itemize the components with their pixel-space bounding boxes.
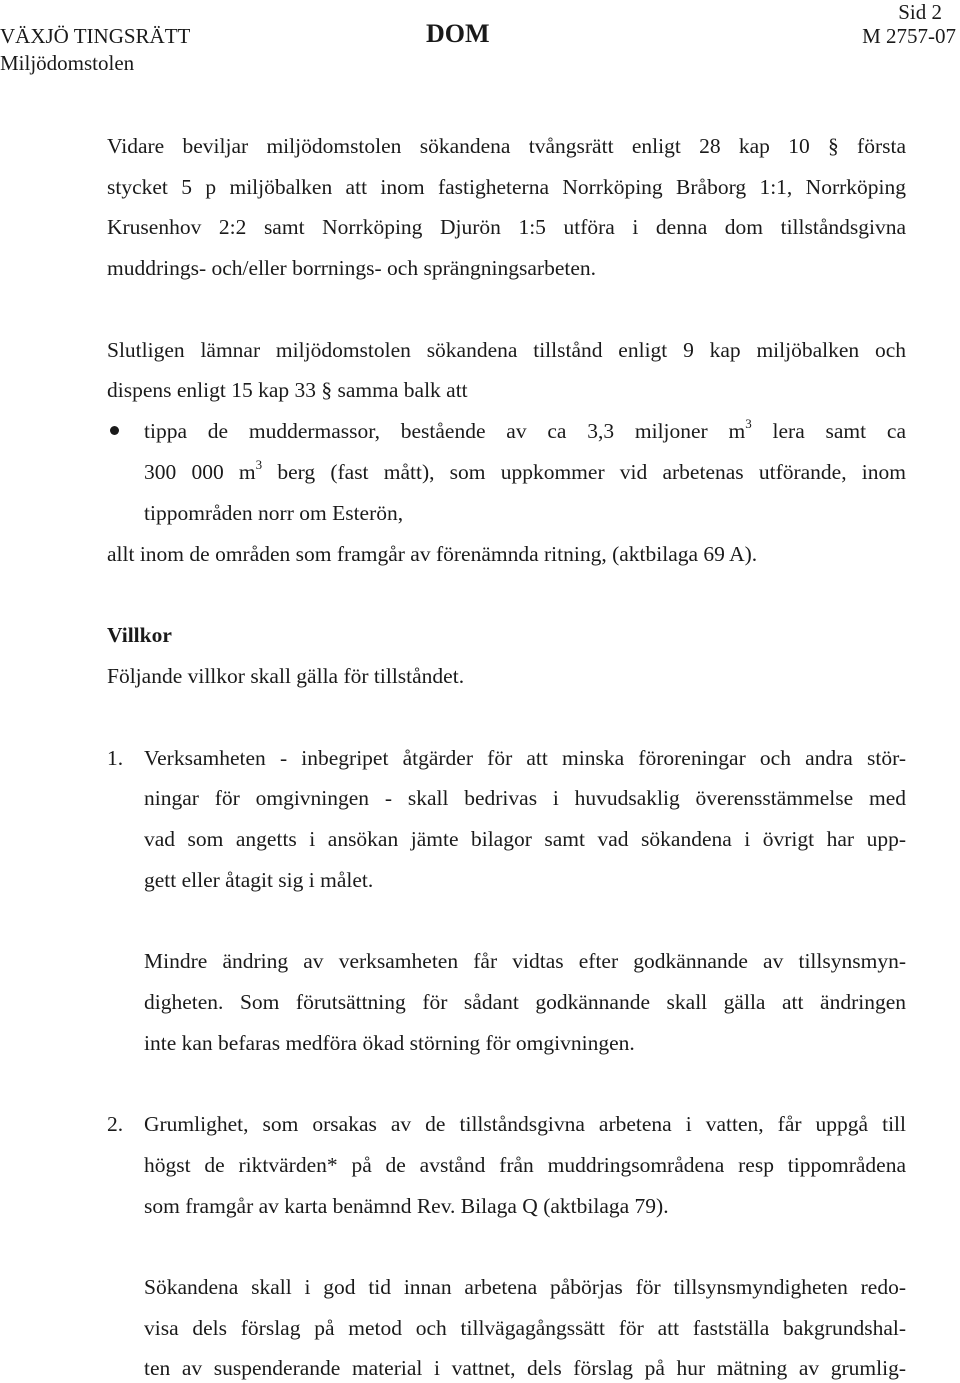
condition-number: 2. <box>107 1112 124 1136</box>
condition-line: inte kan befaras medföra ökad störning för omgivningen. <box>144 1031 635 1055</box>
bullet-line: 300 000 $m^3$ berg (fast mått), som uppkommer vid arbetenas utförande, inom <box>144 456 906 484</box>
bullet-line: tippa de muddermassor, bestående av ca 3,3 miljoner $m^3$ lera samt ca <box>144 415 906 443</box>
page-number: Sid 2 <box>898 0 942 24</box>
condition-line: Sökandena skall i god tid innan arbetena påbörjas för tillsynsmyndigheten redo- <box>144 1275 906 1299</box>
section-heading: Villkor <box>107 623 172 647</box>
paragraph-line: Slutligen lämnar miljödomstolen sökandena tillstånd enligt 9 kap miljöbalken och <box>107 338 906 362</box>
condition-line: gett eller åtagit sig i målet. <box>144 868 374 892</box>
condition-line: högst de riktvärden* på de avstånd från muddringsområdena resp tippområdena <box>144 1153 906 1177</box>
condition-line: ningar för omgivningen - skall bedrivas i huvudsaklig överensstämmelse med <box>144 786 906 810</box>
court-name: VÄXJÖ TINGSRÄTT <box>0 24 191 48</box>
paragraph-line: Krusenhov 2:2 samt Norrköping Djurön 1:5 utföra i denna dom tillståndsgivna <box>107 215 906 239</box>
condition-line: Grumlighet, som orsakas av de tillståndsgivna arbetena i vatten, får uppgå till <box>144 1112 906 1136</box>
department-name: Miljödomstolen <box>0 51 135 75</box>
bullet-line: tippområden norr om Esterön, <box>144 501 404 525</box>
paragraph-line: muddrings- och/eller borrnings- och sprängningsarbeten. <box>107 256 596 280</box>
bullet-icon <box>110 426 119 435</box>
paragraph-line: stycket 5 p miljöbalken att inom fastigheterna Norrköping Bråborg 1:1, Norrköping <box>107 175 906 199</box>
document-type: DOM <box>426 19 490 48</box>
case-number: M 2757-07 <box>862 24 956 48</box>
paragraph-line: dispens enligt 15 kap 33 § samma balk att <box>107 378 468 402</box>
section-intro: Följande villkor skall gälla för tillståndet. <box>107 664 465 688</box>
condition-line: visa dels förslag på metod och tillvägagångssätt för att fastställa bakgrundshal- <box>144 1316 906 1340</box>
paragraph-line: Vidare beviljar miljödomstolen sökandena tvångsrätt enligt 28 kap 10 § första <box>107 134 906 158</box>
condition-line: digheten. Som förutsättning för sådant godkännande skall gälla att ändringen <box>144 990 906 1014</box>
condition-line: som framgår av karta benämnd Rev. Bilaga Q (aktbilaga 79). <box>144 1194 669 1218</box>
condition-line: Verksamheten - inbegripet åtgärder för att minska föroreningar och andra stör- <box>144 746 906 770</box>
condition-number: 1. <box>107 746 124 770</box>
condition-line: ten av suspenderande material i vattnet, dels förslag på hur mätning av grumlig- <box>144 1356 906 1380</box>
paragraph-line: allt inom de områden som framgår av förenämnda ritning, (aktbilaga 69 A). <box>107 542 758 566</box>
condition-line: Mindre ändring av verksamheten får vidtas efter godkännande av tillsynsmyn- <box>144 949 906 973</box>
condition-line: vad som angetts i ansökan jämte bilagor samt vad sökandena i övrigt har upp- <box>144 827 906 851</box>
